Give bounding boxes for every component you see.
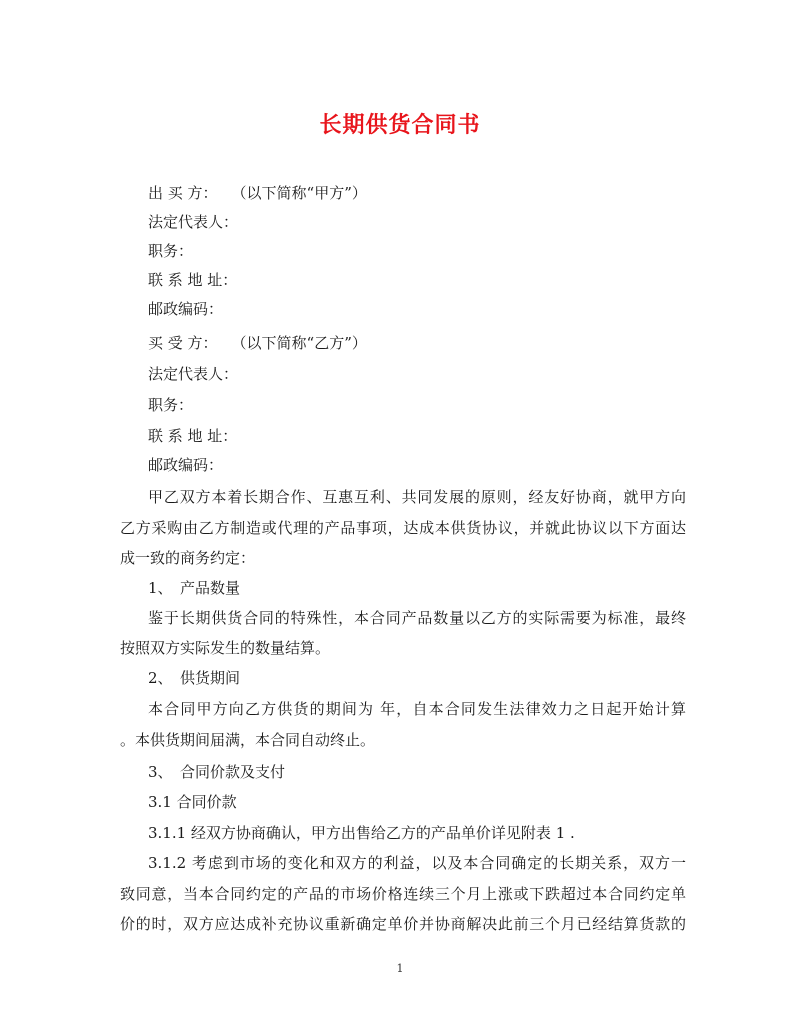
buyer-title-label: 职务： [148, 396, 194, 414]
buyer-postcode-label: 邮政编码： [148, 456, 224, 474]
clause-3-1-2-line-1: 3.1.2 考虑到市场的变化和双方的利益，以及本合同确定的长期关系，双方一 [148, 854, 686, 872]
section-3-1-heading: 3.1 合同价款 [148, 793, 237, 811]
seller-address-label: 联 系 地 址： [148, 271, 238, 289]
clause-3-1-1: 3.1.1 经双方协商确认，甲方出售给乙方的产品单价详见附表 1 . [148, 824, 575, 842]
clause-3-1-2-line-3: 价的时，双方应达成补充协议重新确定单价并协商解决此前三个月已经结算货款的 [120, 915, 686, 933]
clause-3-1-2-line-2: 致同意，当本合同约定的产品的市场价格连续三个月上涨或下跌超过本合同约定单 [120, 885, 686, 903]
buyer-party-note: （以下简称“乙方”） [231, 334, 367, 352]
section-2-heading: 2、 供货期间 [148, 669, 241, 687]
seller-title-label: 职务： [148, 242, 194, 260]
seller-party-label: 出 买 方： [148, 184, 218, 202]
section-1-line-2: 按照双方实际发生的数量结算。 [120, 639, 331, 657]
preamble-line-3: 成一致的商务约定： [120, 549, 256, 567]
buyer-party-label: 买 受 方： [148, 334, 218, 352]
document-title: 长期供货合同书 [319, 112, 481, 138]
section-3-heading: 3、 合同价款及支付 [148, 763, 286, 781]
seller-party-note: （以下简称“甲方”） [231, 184, 367, 202]
page-number: 1 [396, 962, 404, 975]
buyer-rep-label: 法定代表人： [148, 365, 239, 383]
preamble-line-2: 乙方采购由乙方制造或代理的产品事项，达成本供货协议，并就此协议以下方面达 [120, 519, 686, 537]
section-1-heading: 1、 产品数量 [148, 579, 241, 597]
seller-rep-label: 法定代表人： [148, 213, 239, 231]
preamble-line-1: 甲乙双方本着长期合作、互惠互利、共同发展的原则，经友好协商，就甲方向 [148, 488, 686, 506]
section-2-line-1: 本合同甲方向乙方供货的期间为 年，自本合同发生法律效力之日起开始计算 [148, 700, 686, 718]
buyer-party-line [148, 333, 367, 353]
buyer-address-label: 联 系 地 址： [148, 427, 238, 445]
seller-postcode-label: 邮政编码： [148, 300, 224, 318]
seller-party-line [148, 183, 367, 203]
section-1-line-1: 鉴于长期供货合同的特殊性，本合同产品数量以乙方的实际需要为标准，最终 [148, 609, 686, 627]
section-2-line-2: 。本供货期间届满，本合同自动终止。 [120, 731, 376, 749]
